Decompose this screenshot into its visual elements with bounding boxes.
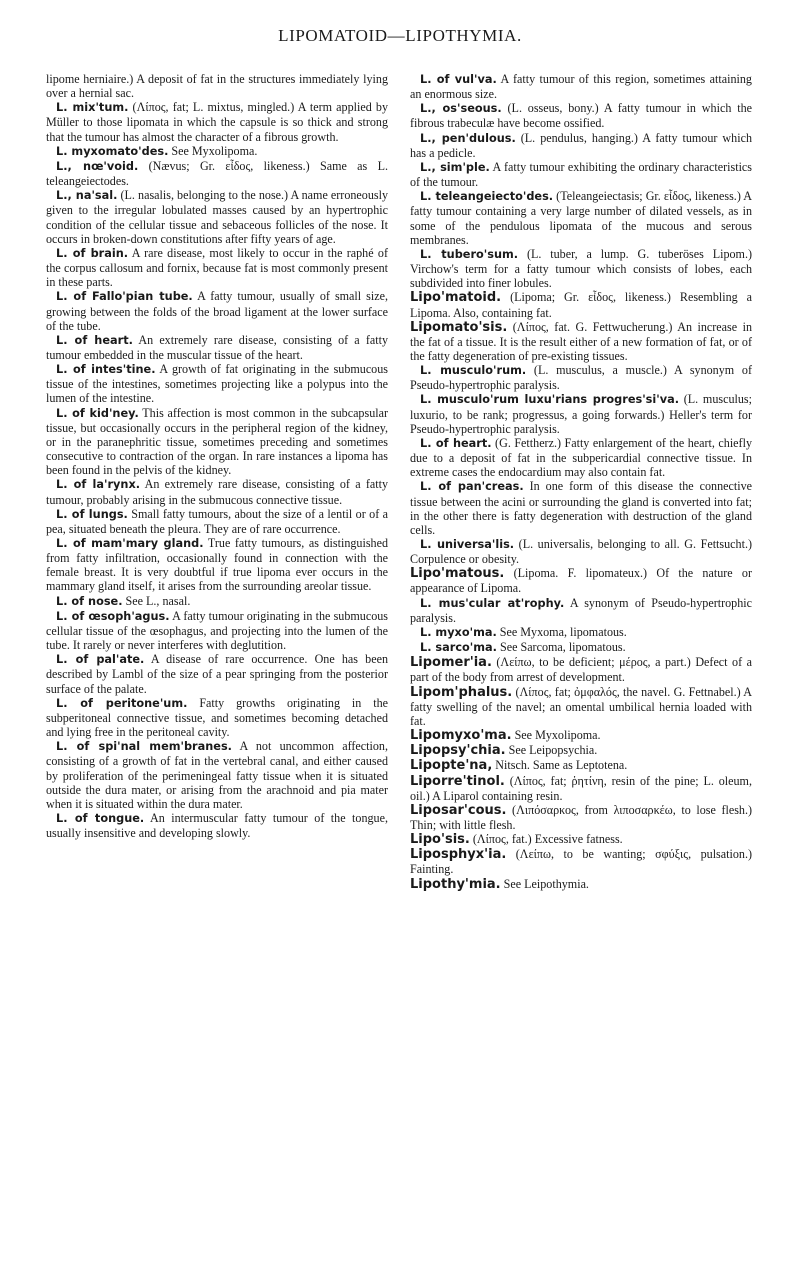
running-head: LIPOMATOID—LIPOTHYMIA.	[278, 26, 522, 45]
entry-definition: (L. tuber, a lump. G. tuberöses Lipom.) Virchow's term for a fatty tumour which consists of lobes, each subdivided into finer lobules.	[410, 246, 753, 291]
entry-headword: L. of spi'nal mem'branes.	[56, 740, 232, 754]
entry-definition: (Λίπος, fat; L. mixtus, mingled.) A term applied by Müller to those lipomata in which the capsule is so thick and strong that the tumour has almost the character of a fibrous growth.	[46, 100, 388, 144]
entry-headword: Lipomer'ia.	[410, 655, 492, 671]
dictionary-entry	[410, 847, 752, 876]
dictionary-entry	[46, 609, 388, 652]
dictionary-entry	[46, 72, 388, 100]
dictionary-entry	[46, 594, 388, 609]
dictionary-entry	[410, 101, 752, 130]
entry-definition: (Λείπω, to be deficient; μέρος, a part.) Defect of a part of the body from arrest of development.	[410, 655, 752, 685]
entry-headword: L., pen'dulous.	[420, 131, 516, 145]
dictionary-entry	[46, 100, 388, 143]
entry-headword: Lipothy'mia.	[410, 876, 501, 892]
dictionary-entry	[410, 625, 752, 640]
dictionary-entry	[410, 131, 752, 160]
dictionary-entry	[410, 392, 752, 435]
entry-definition: A not uncommon affection, consisting of a growth of fat in the vertebral canal, and either caused by proliferation of the perimeningeal fatty tissue when it is situated outside the dura mater, or arising from the arachnoid and pia mater when it is situated within the dura mater.	[46, 739, 389, 811]
entry-definition: (Teleangeiectasis; Gr. εἶδος, likeness.) A fatty tumour containing a very large number of dilated vessels, as in some of the pendulous lipomata of the mucous and serous membranes.	[410, 189, 752, 247]
dictionary-entry	[46, 739, 388, 811]
entry-definition: (L. pendulus, hanging.) A fatty tumour which has a pedicle.	[410, 130, 752, 160]
dictionary-entry	[410, 479, 752, 537]
right-column	[410, 72, 752, 892]
dictionary-entry	[46, 507, 388, 536]
entry-headword: L. of lungs.	[56, 507, 128, 521]
entry-headword: L., os'seous.	[420, 102, 502, 116]
dictionary-entry	[410, 363, 752, 392]
entry-headword: Liporre'tinol.	[410, 773, 505, 789]
entry-headword: L. of intes'tine.	[56, 363, 156, 377]
entry-definition: (Λίπος, fat.) Excessive fatness.	[469, 832, 623, 847]
entry-headword: L. of peritone'um.	[56, 696, 188, 710]
entry-definition: An extremely rare disease, consisting of a fatty tumour embedded in the muscular tissue of the heart.	[46, 332, 388, 362]
entry-headword: L. of heart.	[56, 333, 133, 347]
dictionary-entry	[46, 652, 388, 695]
entry-headword: Lipo'matoid.	[410, 290, 502, 306]
entry-definition: See Myxolipoma.	[511, 728, 601, 743]
entry-headword: L. sarco'ma.	[420, 641, 497, 655]
dictionary-entry	[46, 406, 388, 478]
dictionary-entry	[46, 696, 388, 739]
entry-definition: (Λίπος, fat. G. Fettwucherung.) An increase in the fat of a tissue. It is the result either of a new formation of fat, or of the fatty degeneration of pre-existing tissues.	[410, 319, 752, 363]
entry-headword: Lipopsy'chia.	[410, 743, 506, 759]
dictionary-entry	[46, 477, 388, 506]
entry-definition: True fatty tumours, as distinguished from fatty infiltration, occasionally found in connection with the female breast. It is very doubtful if true lipoma ever occurs in the mammary gland itself, it arises from the surrounding areolar tissue.	[46, 536, 388, 594]
dictionary-entry	[410, 537, 752, 566]
dictionary-entry	[410, 72, 752, 101]
left-column	[46, 72, 388, 892]
entry-headword: Lipo'sis.	[410, 832, 470, 848]
entry-headword: L. of nose.	[56, 594, 123, 608]
entry-headword: Lipo'matous.	[410, 566, 505, 582]
entry-headword: Lipomyxo'ma.	[410, 728, 512, 744]
entry-definition: A fatty tumour originating in the submucous cellular tissue of the œsophagus, and projecting into the lumen of the tube. It rarely or never interferes with deglutition.	[46, 608, 389, 653]
entry-definition: (Λείπω, to be wanting; σφύξις, pulsation.) Fainting.	[410, 847, 752, 877]
entry-definition: Small fatty tumours, about the size of a lentil or of a pea, situated beneath the pleura. They are of rare occurrence.	[46, 506, 388, 536]
entry-definition: A growth of fat originating in the submucous tissue of the intestines, sometimes projecting like a polypus into the lumen of the intestine.	[46, 362, 388, 406]
entry-definition: lipome herniaire.) A deposit of fat in the structures immediately lying over a hernial sac.	[46, 72, 388, 101]
dictionary-entry	[410, 290, 752, 319]
entry-headword: L. myxomato'des.	[56, 144, 169, 158]
entry-headword: L., nœ'void.	[56, 159, 139, 173]
dictionary-entry	[410, 640, 752, 655]
entry-headword: L. of brain.	[56, 246, 129, 260]
entry-definition: (L. osseus, bony.) A fatty tumour in which the fibrous trabeculæ have become ossified.	[410, 101, 752, 131]
entry-headword: L. of tongue.	[56, 811, 145, 825]
dictionary-entry	[46, 289, 388, 332]
dictionary-entry	[410, 160, 752, 189]
entry-definition: (Lipoma; Gr. εἶδος, likeness.) Resembling a Lipoma. Also, containing fat.	[410, 290, 752, 320]
entry-definition: See Myxoma, lipomatous.	[496, 624, 627, 639]
entry-headword: Liposar'cous.	[410, 802, 507, 818]
dictionary-entry	[410, 803, 752, 832]
dictionary-entry	[410, 774, 752, 803]
dictionary-entry	[410, 189, 752, 247]
dictionary-entry	[410, 877, 752, 892]
dictionary-entry	[410, 566, 752, 595]
entry-headword: L. musculo'rum luxu'rians progres'si'va.	[420, 393, 679, 407]
entry-definition: See Myxolipoma.	[168, 143, 258, 158]
entry-definition: (Lipoma. F. lipomateux.) Of the nature or appearance of Lipoma.	[410, 566, 752, 596]
entry-definition: See Leipopsychia.	[505, 743, 598, 758]
entry-headword: Lipopte'na,	[410, 758, 493, 774]
entry-definition: In one form of this disease the connective tissue between the acini or surrounding the gland is converted into fat; in the other there is fatty degeneration with destruction of the gland cells.	[410, 479, 753, 537]
dictionary-entry	[410, 247, 752, 290]
dictionary-entry	[410, 655, 752, 684]
dictionary-entry	[46, 159, 388, 188]
entry-definition: (L. nasalis, belonging to the nose.) A name erroneously given to the irregular lobulated masses caused by an hypertrophic condition of the cellular tissue and sebaceous follicles of the nose. It occurs in broken-down constitutions after fifty years of age.	[46, 188, 388, 246]
entry-headword: L., na'sal.	[56, 189, 118, 203]
entry-headword: L. of pal'ate.	[56, 653, 145, 667]
dictionary-entry	[46, 362, 388, 405]
entry-headword: L. of kid'ney.	[56, 406, 139, 420]
entry-definition: (Λιπόσαρκος, from λιποσαρκέω, to lose flesh.) Thin; with little flesh.	[410, 802, 752, 832]
entry-headword: L. of Fallo'pian tube.	[56, 290, 193, 304]
entry-headword: L. tubero'sum.	[420, 247, 519, 261]
entry-headword: L. mix'tum.	[56, 101, 129, 115]
entry-definition: (Nævus; Gr. εἶδος, likeness.) Same as L. teleangeiectodes.	[46, 158, 389, 189]
entry-headword: L. myxo'ma.	[420, 625, 497, 639]
entry-definition: A fatty tumour of this region, sometimes attaining an enormous size.	[410, 72, 752, 102]
entry-headword: L. mus'cular at'rophy.	[420, 596, 565, 610]
entry-headword: L., sim'ple.	[420, 160, 490, 174]
entry-headword: Liposphyx'ia.	[410, 847, 507, 863]
entry-headword: L. of la'rynx.	[56, 478, 141, 492]
entry-definition: See L., nasal.	[122, 593, 191, 608]
entry-headword: L. of vul'va.	[420, 73, 497, 86]
entry-headword: L. of pan'creas.	[420, 480, 524, 494]
entry-definition: (Λίπος, fat; ῥητίνη, resin of the pine; L. oleum, oil.) A Liparol containing resin.	[410, 773, 752, 803]
entry-definition: See Sarcoma, lipomatous.	[496, 640, 626, 655]
dictionary-entry	[410, 728, 752, 743]
dictionary-entry	[410, 436, 752, 479]
dictionary-entry	[410, 743, 752, 758]
entry-definition: Nitsch. Same as Leptotena.	[492, 758, 628, 773]
dictionary-entry	[46, 188, 388, 246]
entry-headword: Lipomato'sis.	[410, 319, 508, 335]
entry-definition: Fatty growths originating in the subperitoneal connective tissue, and sometimes becoming detached and lying free in the peritoneal cavity.	[46, 695, 389, 740]
entry-definition: (L. universalis, belonging to all. G. Fettsucht.) Corpulence or obesity.	[410, 537, 752, 567]
entry-definition: A fatty tumour exhibiting the ordinary characteristics of the tumour.	[410, 159, 753, 190]
entry-definition: (L. musculus; luxurio, to be rank; progressus, a going forwards.) Heller's term for Pseudo-hypertrophic paralysis.	[410, 392, 752, 436]
dictionary-entry	[46, 246, 388, 289]
dictionary-entry	[46, 333, 388, 362]
dictionary-entry	[46, 144, 388, 159]
dictionary-entry	[410, 758, 752, 773]
dictionary-entry	[410, 596, 752, 625]
entry-headword: L. musculo'rum.	[420, 364, 527, 378]
entry-definition: (L. musculus, a muscle.) A synonym of Pseudo-hypertrophic paralysis.	[410, 363, 752, 393]
dictionary-entry	[46, 536, 388, 594]
entry-definition: (Λίπος, fat; ὀμφαλός, the navel. G. Fettnabel.) A fatty swelling of the navel; an omental umbilical hernia loaded with fat.	[410, 684, 752, 728]
entry-headword: L. of mam'mary gland.	[56, 537, 204, 550]
entry-definition: This affection is most common in the subcapsular tissue, but occasionally occurs in the peripheral region of the kidney, or in the paranephritic tissue, sometimes preceding and sometimes consecutive to contraction of the organ. In rare instances a lipoma has been found in the pelvis of the kidney.	[46, 405, 388, 478]
dictionary-entry	[410, 320, 752, 363]
entry-definition: A rare disease, most likely to occur in the raphé of the corpus callosum and fornix, because fat is most commonly present in these parts.	[46, 245, 388, 290]
dictionary-entry	[410, 685, 752, 728]
entry-definition: See Leipothymia.	[500, 876, 589, 891]
entry-headword: L. universa'lis.	[420, 538, 515, 551]
entry-headword: L. teleangeiecto'des.	[420, 190, 554, 204]
entry-headword: Lipom'phalus.	[410, 684, 513, 700]
entry-definition: (G. Fettherz.) Fatty enlargement of the heart, chiefly due to a deposit of fat in the subpericardial connective tissue. In extreme cases the endocardium may also contain fat.	[410, 435, 752, 480]
entry-definition: An extremely rare disease, consisting of a fatty tumour, probably arising in the submucous connective tissue.	[46, 477, 388, 507]
columns	[46, 72, 772, 892]
dictionary-entry	[46, 811, 388, 840]
entry-definition: A disease of rare occurrence. One has been described by Lambl of the size of a pear springing from the posterior surface of the palate.	[46, 652, 388, 696]
entry-definition: A fatty tumour, usually of small size, growing between the folds of the broad ligament at the lower surface of the tube.	[46, 289, 389, 333]
dictionary-entry	[410, 832, 752, 847]
entry-definition: A synonym of Pseudo-hypertrophic paralysis.	[410, 595, 752, 625]
entry-headword: L. of œsoph'agus.	[56, 609, 170, 623]
entry-headword: L. of heart.	[420, 436, 492, 450]
entry-definition: An intermuscular fatty tumour of the tongue, usually insensitive and developing slowly.	[46, 810, 388, 841]
